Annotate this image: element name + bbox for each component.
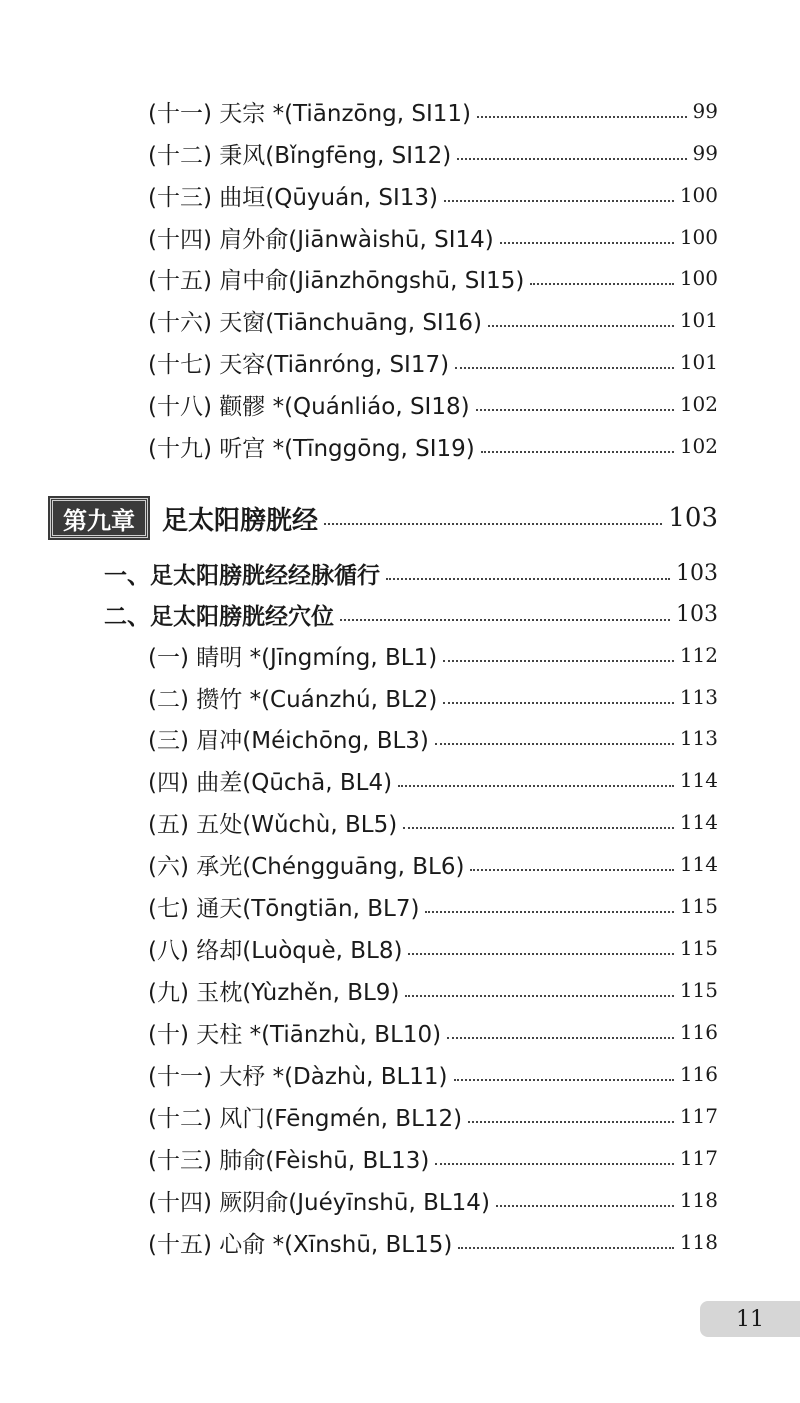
entry-label: (三) 眉冲(Méichōng, BL3) [148, 727, 429, 754]
dot-leader [444, 200, 674, 202]
toc-section[interactable] [104, 553, 718, 593]
toc-entry[interactable] [148, 844, 718, 884]
toc-section[interactable] [104, 594, 718, 634]
toc-entry[interactable] [148, 91, 718, 131]
toc-entry[interactable] [148, 342, 718, 382]
chapter-badge: 第九章 [50, 498, 148, 538]
entry-label: (二) 攒竹 *(Cuánzhú, BL2) [148, 686, 438, 713]
entry-label: (八) 络却(Luòquè, BL8) [148, 937, 403, 964]
dot-leader [408, 953, 673, 955]
toc-entry[interactable] [148, 1180, 718, 1220]
toc-entry[interactable] [148, 217, 718, 257]
page-number-tab [700, 1301, 800, 1337]
entry-page: 100 [679, 183, 718, 207]
dot-leader [500, 242, 674, 244]
dot-leader [405, 995, 673, 997]
toc-entry[interactable] [148, 300, 718, 340]
dot-leader [477, 116, 687, 118]
entry-label: (十二) 风门(Fēngmén, BL12) [148, 1105, 463, 1132]
entry-page: 101 [679, 350, 718, 374]
toc-entry[interactable] [148, 258, 718, 298]
entry-label: (十九) 听宫 *(Tīnggōng, SI19) [148, 435, 475, 462]
dot-leader [454, 1079, 674, 1081]
dot-leader [425, 911, 673, 913]
dot-leader [481, 451, 674, 453]
entry-page: 100 [679, 225, 718, 249]
toc-entry[interactable] [148, 802, 718, 842]
dot-leader [457, 158, 686, 160]
dot-leader [435, 743, 674, 745]
dot-leader [458, 1247, 673, 1249]
dot-leader [470, 869, 673, 871]
toc-entry[interactable] [148, 635, 718, 675]
dot-leader [455, 367, 674, 369]
entry-page: 101 [679, 308, 718, 332]
entry-page: 118 [679, 1230, 718, 1254]
entry-label: (十六) 天窗(Tiānchuāng, SI16) [148, 309, 482, 336]
chapter-page: 103 [668, 503, 718, 533]
entry-page: 116 [679, 1020, 718, 1044]
toc-entry[interactable] [148, 970, 718, 1010]
dot-leader [468, 1121, 674, 1123]
dot-leader [403, 827, 674, 829]
entry-label: (四) 曲差(Qūchā, BL4) [148, 769, 393, 796]
entry-label: (十三) 曲垣(Qūyuán, SI13) [148, 184, 439, 211]
toc-entry[interactable] [148, 1222, 718, 1262]
dot-leader [398, 785, 674, 787]
dot-leader [443, 702, 673, 704]
entry-page: 114 [679, 852, 718, 876]
entry-label: (十四) 肩外俞(Jiānwàishū, SI14) [148, 226, 494, 253]
section-page: 103 [676, 560, 718, 586]
entry-label: (十三) 肺俞(Fèishū, BL13) [148, 1147, 430, 1174]
entry-label: (十二) 秉风(Bǐngfēng, SI12) [148, 142, 452, 169]
section-label: 二、足太阳膀胱经穴位 [104, 603, 334, 630]
entry-page: 116 [679, 1062, 718, 1086]
entry-label: (九) 玉枕(Yùzhěn, BL9) [148, 979, 400, 1006]
entry-label: (十五) 心俞 *(Xīnshū, BL15) [148, 1231, 453, 1258]
toc-entry[interactable] [148, 426, 718, 466]
entry-page: 102 [679, 392, 718, 416]
entry-label: (十一) 天宗 *(Tiānzōng, SI11) [148, 100, 472, 127]
toc-entry[interactable] [148, 384, 718, 424]
entry-label: (十八) 颧髎 *(Quánliáo, SI18) [148, 393, 470, 420]
toc-entry[interactable] [148, 718, 718, 758]
toc-entry[interactable] [148, 175, 718, 215]
toc-entry[interactable] [148, 1096, 718, 1136]
entry-page: 102 [679, 434, 718, 458]
dot-leader [496, 1205, 674, 1207]
dot-leader [324, 523, 662, 525]
entry-label: (十) 天柱 *(Tiānzhù, BL10) [148, 1021, 442, 1048]
entry-page: 117 [679, 1104, 718, 1128]
entry-label: (十五) 肩中俞(Jiānzhōngshū, SI15) [148, 267, 525, 294]
toc-entry[interactable] [148, 928, 718, 968]
entry-label: (七) 通天(Tōngtiān, BL7) [148, 895, 420, 922]
entry-page: 118 [679, 1188, 718, 1212]
toc-entry[interactable] [148, 1054, 718, 1094]
dot-leader [435, 1163, 673, 1165]
dot-leader [443, 660, 674, 662]
toc-entry[interactable] [148, 677, 718, 717]
entry-page: 99 [692, 141, 718, 165]
entry-label: (一) 睛明 *(Jīngmíng, BL1) [148, 644, 438, 671]
entry-page: 117 [679, 1146, 718, 1170]
chapter-title: 足太阳膀胱经 [162, 505, 319, 536]
toc-entry[interactable] [148, 760, 718, 800]
entry-page: 112 [679, 643, 718, 667]
entry-page: 100 [679, 266, 718, 290]
entry-label: (十四) 厥阴俞(Juéyīnshū, BL14) [148, 1189, 490, 1216]
entry-label: (十一) 大杼 *(Dàzhù, BL11) [148, 1063, 448, 1090]
dot-leader [386, 578, 670, 580]
section-page: 103 [676, 601, 718, 627]
section-label: 一、足太阳膀胱经经脉循行 [104, 562, 380, 589]
entry-page: 115 [679, 978, 718, 1002]
entry-label: (十七) 天容(Tiānróng, SI17) [148, 351, 450, 378]
entry-page: 115 [679, 936, 718, 960]
toc-entry[interactable] [148, 1138, 718, 1178]
toc-entry[interactable] [148, 133, 718, 173]
page-number: 11 [736, 1306, 764, 1332]
entry-page: 114 [679, 768, 718, 792]
entry-page: 113 [679, 685, 718, 709]
entry-page: 114 [679, 810, 718, 834]
dot-leader [447, 1037, 674, 1039]
entry-label: (六) 承光(Chéngguāng, BL6) [148, 853, 465, 880]
dot-leader [476, 409, 674, 411]
chapter-heading[interactable] [50, 495, 718, 541]
entry-page: 99 [692, 99, 718, 123]
toc-entry[interactable] [148, 886, 718, 926]
entry-page: 113 [679, 726, 718, 750]
toc-entry[interactable] [148, 1012, 718, 1052]
dot-leader [340, 619, 670, 621]
entry-label: (五) 五处(Wǔchù, BL5) [148, 811, 398, 838]
dot-leader [488, 325, 674, 327]
dot-leader [530, 283, 673, 285]
entry-page: 115 [679, 894, 718, 918]
